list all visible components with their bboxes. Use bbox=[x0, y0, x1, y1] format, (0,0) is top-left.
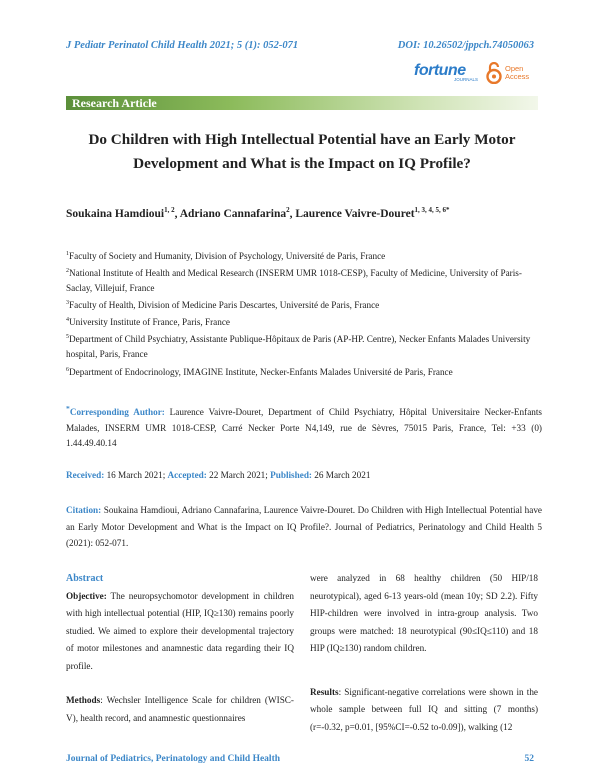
fortune-logo-sub: JOURNALS bbox=[453, 77, 478, 82]
results-text: : Significant-negative correlations were shown in the whole sample between full IQ and sitting (7 months) (r=-0.32, p=0.01, [95%CI=-0.52 to-0.09]), walking (12 bbox=[310, 686, 538, 732]
methods-label: Methods bbox=[66, 695, 101, 705]
affiliation-2: $^2$National Institute of Health and Medical Research (INSERM UMR 1018-CESP), Faculty of Medicine, University of Paris-Saclay, Villejuif, France bbox=[66, 268, 522, 294]
page-number: 52 bbox=[524, 754, 534, 764]
journal-citation-header: J Pediatr Perinatol Child Health 2021; 5 (1): 052-071 bbox=[66, 40, 299, 51]
author-list: Soukaina Hamdioui$^{1, 2}$, Adriano Cannafarina$^2$, Laurence Vaivre-Douret$^{1, 3, 4, 5, 6*}$ bbox=[66, 206, 450, 220]
methods-text: : Wechsler Intelligence Scale for children (WISC-V), health record, and anamnestic questionnaires bbox=[66, 695, 294, 723]
affiliation-5: $^5$Department of Child Psychiatry, Assistante Publique-Hôpitaux de Paris (AP-HP. Centre), Necker Enfants Malades University hospital, Paris, France bbox=[66, 334, 531, 360]
author-name: Laurence Vaivre-Douret bbox=[295, 207, 415, 220]
fortune-logo-word: fortune bbox=[414, 62, 466, 79]
affiliation-1: $^1$Faculty of Society and Humanity, Division of Psychology, Université de Paris, France bbox=[66, 251, 386, 262]
author-affiliation-marker: 1, 3, 4, 5, 6* bbox=[414, 206, 450, 214]
doi-header[interactable]: DOI: 10.26502/jppch.74050063 bbox=[397, 40, 534, 51]
author-name: Soukaina Hamdioui bbox=[66, 207, 165, 220]
author-affiliation-marker: 2 bbox=[286, 206, 290, 214]
fortune-journals-logo bbox=[414, 62, 484, 84]
objective-text: The neuropsychomotor development in children with high intellectual potential (HIP, IQ≥130) remains poorly studied. We aimed to explore their developmental trajectory of motor milestones and anamnestic data regarding their IQ profile. bbox=[66, 590, 294, 671]
open-access-lock-icon bbox=[485, 62, 503, 84]
corresponding-author: *Corresponding Author: Laurence Vaivre-Douret, Department of Child Psychiatry, Hôpital Universitaire Necker-Enfants Malades, INSERM UMR 1018-CESP, Carré Necker Porte N4,149, rue de Sèvres, 75015 Paris, France, Tel: +33 (0) 1.44.49.40.14 bbox=[66, 404, 542, 449]
abstract-left-column bbox=[66, 570, 294, 727]
affiliation-3: $^3$Faculty of Health, Division of Medicine Paris Descartes, Université de Paris, France bbox=[66, 300, 380, 311]
author-affiliation-marker: 1, 2 bbox=[164, 206, 175, 214]
author-name: Adriano Cannafarina bbox=[179, 207, 287, 220]
open-access-text: Open Access bbox=[505, 64, 530, 81]
article-title: Do Children with High Intellectual Potential have an Early Motor Development and What is the Impact on IQ Profile? bbox=[88, 131, 516, 172]
citation: Citation: Soukaina Hamdioui, Adriano Cannafarina, Laurence Vaivre-Douret. Do Children with High Intellectual Potential have an Early Motor Development and What is the Impact on IQ Profile?. Journal of Pediatrics, Perinatology and Child Health 5 (2021): 052-071. bbox=[66, 505, 542, 548]
publication-dates: Received: 16 March 2021; Accepted: 22 March 2021; Published: 26 March 2021 bbox=[66, 470, 371, 480]
abstract-right-column bbox=[310, 570, 538, 736]
footer-journal-name: Journal of Pediatrics, Perinatology and Child Health bbox=[66, 754, 281, 764]
results-label: Results bbox=[310, 686, 339, 697]
open-access-logo bbox=[485, 62, 537, 84]
abstract-heading: Abstract bbox=[66, 573, 104, 584]
affiliation-4: $^4$University Institute of France, Paris, France bbox=[66, 317, 230, 328]
methods-continued-text: were analyzed in 68 healthy children (50 HIP/18 neurotypical), aged 6-13 years-old (mean 10y; SD 2.2). Fifty HIP-children were involved in intra-group analysis. Two groups were matched: 18 neurotypical (90≤IQ≤110) and 18 HIP (IQ≥130) random children. bbox=[310, 573, 538, 653]
citation-label: Citation: bbox=[66, 505, 102, 515]
article-type-label: Research Article bbox=[72, 96, 157, 110]
affiliation-6: $^6$Department of Endocrinology, IMAGINE Institute, Necker-Enfants Malades Université de Paris, France bbox=[66, 367, 453, 378]
corresponding-author-label: Corresponding Author: bbox=[69, 407, 165, 418]
objective-label: Objective: bbox=[66, 590, 107, 601]
